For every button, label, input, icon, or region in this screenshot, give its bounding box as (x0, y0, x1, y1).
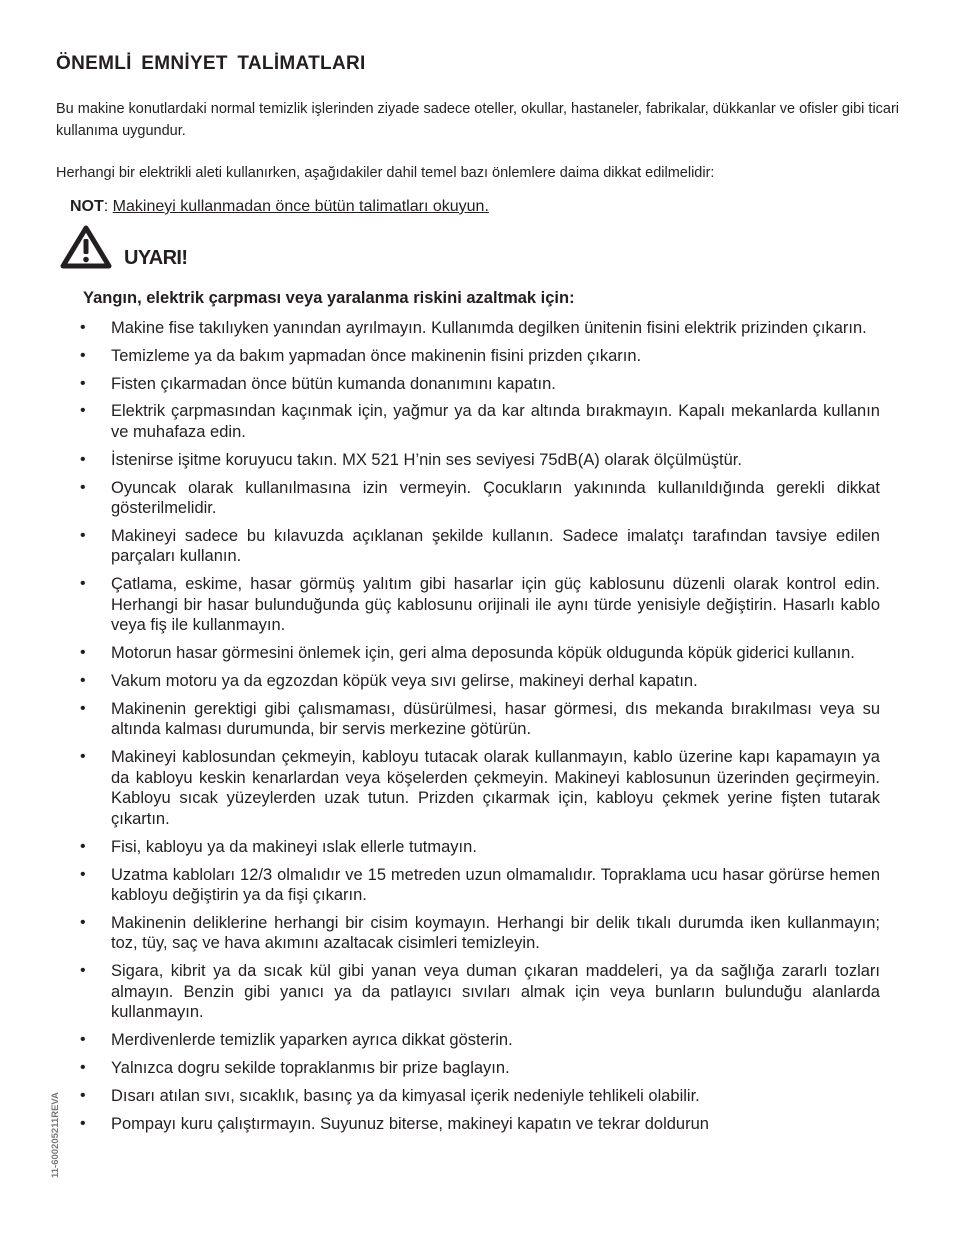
list-item-text: Makine fise takılıyken yanından ayrılmayın. Kullanımda degilken ünitenin fisini elektrik prizinden çıkarın. (111, 319, 867, 337)
note-line (70, 198, 489, 216)
bullet-icon: • (80, 672, 86, 689)
list-item (80, 837, 880, 858)
intro-paragraph-usage: Bu makine konutlardaki normal temizlik işlerinden ziyade sadece oteller, okullar, hastaneler, fabrikalar, dükkanlar ve ofisler gibi ticari kullanıma uygundur. (56, 101, 900, 139)
bullet-icon: • (80, 575, 86, 593)
list-item-text: Pompayı kuru çalıştırmayın. Suyunuz biterse, makineyi kapatın ve tekrar doldurun (111, 1114, 709, 1133)
list-item-text: Makinenin gerektigi gibi çalısmaması, düsürülmesi, hasar görmesi, dıs mekanda bırakılması veya su altında kalması durumunda, bir servis merkezine götürün. (111, 699, 880, 739)
bullet-icon: • (80, 1086, 86, 1104)
bullet-icon: • (80, 865, 86, 883)
bullet-icon: • (80, 374, 86, 392)
bullet-icon: • (80, 837, 86, 855)
list-item-text: Yalnızca dogru sekilde topraklanmıs bir prize baglayın. (111, 1059, 510, 1077)
bullet-icon: • (80, 478, 86, 496)
list-item-text: Fisi, kabloyu ya da makineyi ıslak ellerle tutmayın. (111, 837, 477, 856)
list-item-text: Oyuncak olarak kullanılmasına izin vermeyin. Çocukların yakınında kullanıldığında gerekli dikkat gösterilmelidir. (111, 478, 880, 518)
list-item-text: Makinenin deliklerine herhangi bir cisim koymayın. Herhangi bir delik tıkalı durumda iken kullanmayın; toz, tüy, saç ve hava akımını azaltacak cisimleri temizleyin. (111, 913, 880, 953)
list-item-text: Elektrik çarpmasından kaçınmak için, yağmur ya da kar altında bırakmayın. Kapalı mekanlarda kullanın ve muhafaza edin. (111, 402, 880, 441)
bullet-icon: • (80, 699, 86, 717)
bullet-icon: • (80, 450, 86, 468)
document-code: 11-600205211REVA (50, 1092, 61, 1178)
bullet-icon: • (80, 962, 86, 980)
list-item-text: Uzatma kabloları 12/3 olmalıdır ve 15 metreden uzun olmamalıdır. Topraklama ucu hasar görürse hemen kabloyu değiştirin ya da fişi çıkarın. (111, 865, 880, 905)
bullet-icon: • (80, 1114, 86, 1132)
list-item (80, 1086, 880, 1107)
list-item-text: Makineyi sadece bu kılavuzda açıklanan şekilde kullanın. Sadece imalatçı tarafından tavsiye edilen parçaları kullanın. (111, 526, 880, 566)
list-item-text: Makineyi kablosundan çekmeyin, kabloyu tutacak olarak kullanmayın, kablo üzerine kapı kapamayın ya da kabloyu keskin kenarlardan veya köşelerden çekmeyin. Makineyi kablosunun üzerinden geçirmeyin. Kabloyu sıcak yüzeylerden uzak tutun. Prizden çıkarmak için, kabloyu çekmek yerine fişten tutarak çıkartın. (111, 748, 880, 828)
warning-triangle-icon (60, 224, 112, 270)
note-separator: : (103, 198, 113, 215)
list-item (80, 961, 880, 1023)
list-item (80, 671, 880, 692)
warning-subheading: Yangın, elektrik çarpması veya yaralanma riskini azaltmak için: (83, 289, 575, 307)
bullet-icon: • (80, 346, 86, 364)
list-item-text: Fisten çıkarmadan önce bütün kumanda donanımını kapatın. (111, 374, 556, 393)
list-item (80, 1058, 880, 1079)
list-item (80, 865, 880, 906)
bullet-icon: • (80, 526, 86, 544)
list-item (80, 699, 880, 740)
list-item-text: Vakum motoru ya da egzozdan köpük veya sıvı gelirse, makineyi derhal kapatın. (111, 672, 698, 690)
safety-instructions-list (80, 318, 880, 1141)
list-item (80, 643, 880, 664)
list-item-text: İstenirse işitme koruyucu takın. MX 521 H’nin ses seviyesi 75dB(A) olarak ölçülmüştür. (111, 450, 742, 469)
list-item (80, 346, 880, 367)
list-item (80, 913, 880, 954)
list-item (80, 478, 880, 519)
list-item (80, 526, 880, 567)
list-item (80, 574, 880, 636)
list-item-text: Temizleme ya da bakım yapmadan önce makinenin fisini prizden çıkarın. (111, 346, 642, 365)
list-item (80, 1114, 880, 1135)
list-item (80, 450, 880, 471)
bullet-icon: • (80, 748, 86, 766)
list-item (80, 1030, 880, 1051)
bullet-icon: • (80, 402, 86, 420)
warning-heading: UYARI! (124, 247, 188, 269)
bullet-icon: • (80, 1031, 86, 1049)
list-item-text: Merdivenlerde temizlik yaparken ayrıca dikkat gösterin. (111, 1031, 513, 1050)
list-item-text: Çatlama, eskime, hasar görmüş yalıtım gibi hasarlar için güç kablosunu düzenli olarak kontrol edin. Herhangi bir hasar bulunduğunda güç kablosunu orijinali ile aynı türde yenisiyle değiştirin. Hasarlı kablo veya fiş ile kullanmayın. (111, 575, 880, 635)
note-text: Makineyi kullanmadan önce bütün talimatları okuyun. (112, 198, 489, 215)
list-item (80, 401, 880, 442)
bullet-icon: • (80, 644, 86, 662)
note-label: NOT (70, 198, 104, 215)
list-item (80, 318, 880, 339)
bullet-icon: • (80, 913, 86, 931)
list-item-text: Sigara, kibrit ya da sıcak kül gibi yanan veya duman çıkaran maddeleri, ya da sağlığa zararlı tozları almayın. Benzin gibi yanıcı ya da patlayıcı sıvıları almak için veya bunların bulunduğu alanlarda kullanmayın. (111, 962, 880, 1022)
list-item (80, 747, 880, 829)
bullet-icon: • (80, 1059, 86, 1076)
list-item-text: Motorun hasar görmesini önlemek için, geri alma deposunda köpük oldugunda köpük giderici kullanın. (111, 644, 855, 663)
list-item-text: Dısarı atılan sıvı, sıcaklık, basınç ya da kimyasal içerik nedeniyle tehlikeli olabilir. (111, 1086, 700, 1105)
list-item (80, 374, 880, 395)
page-title: ÖNEMLİ EMNİYET TALİMATLARI (56, 53, 366, 74)
bullet-icon: • (80, 319, 86, 336)
intro-paragraph-precautions: Herhangi bir elektrikli aleti kullanırken, aşağıdakiler dahil temel bazı önlemlere daima dikkat edilmelidir: (56, 165, 715, 181)
